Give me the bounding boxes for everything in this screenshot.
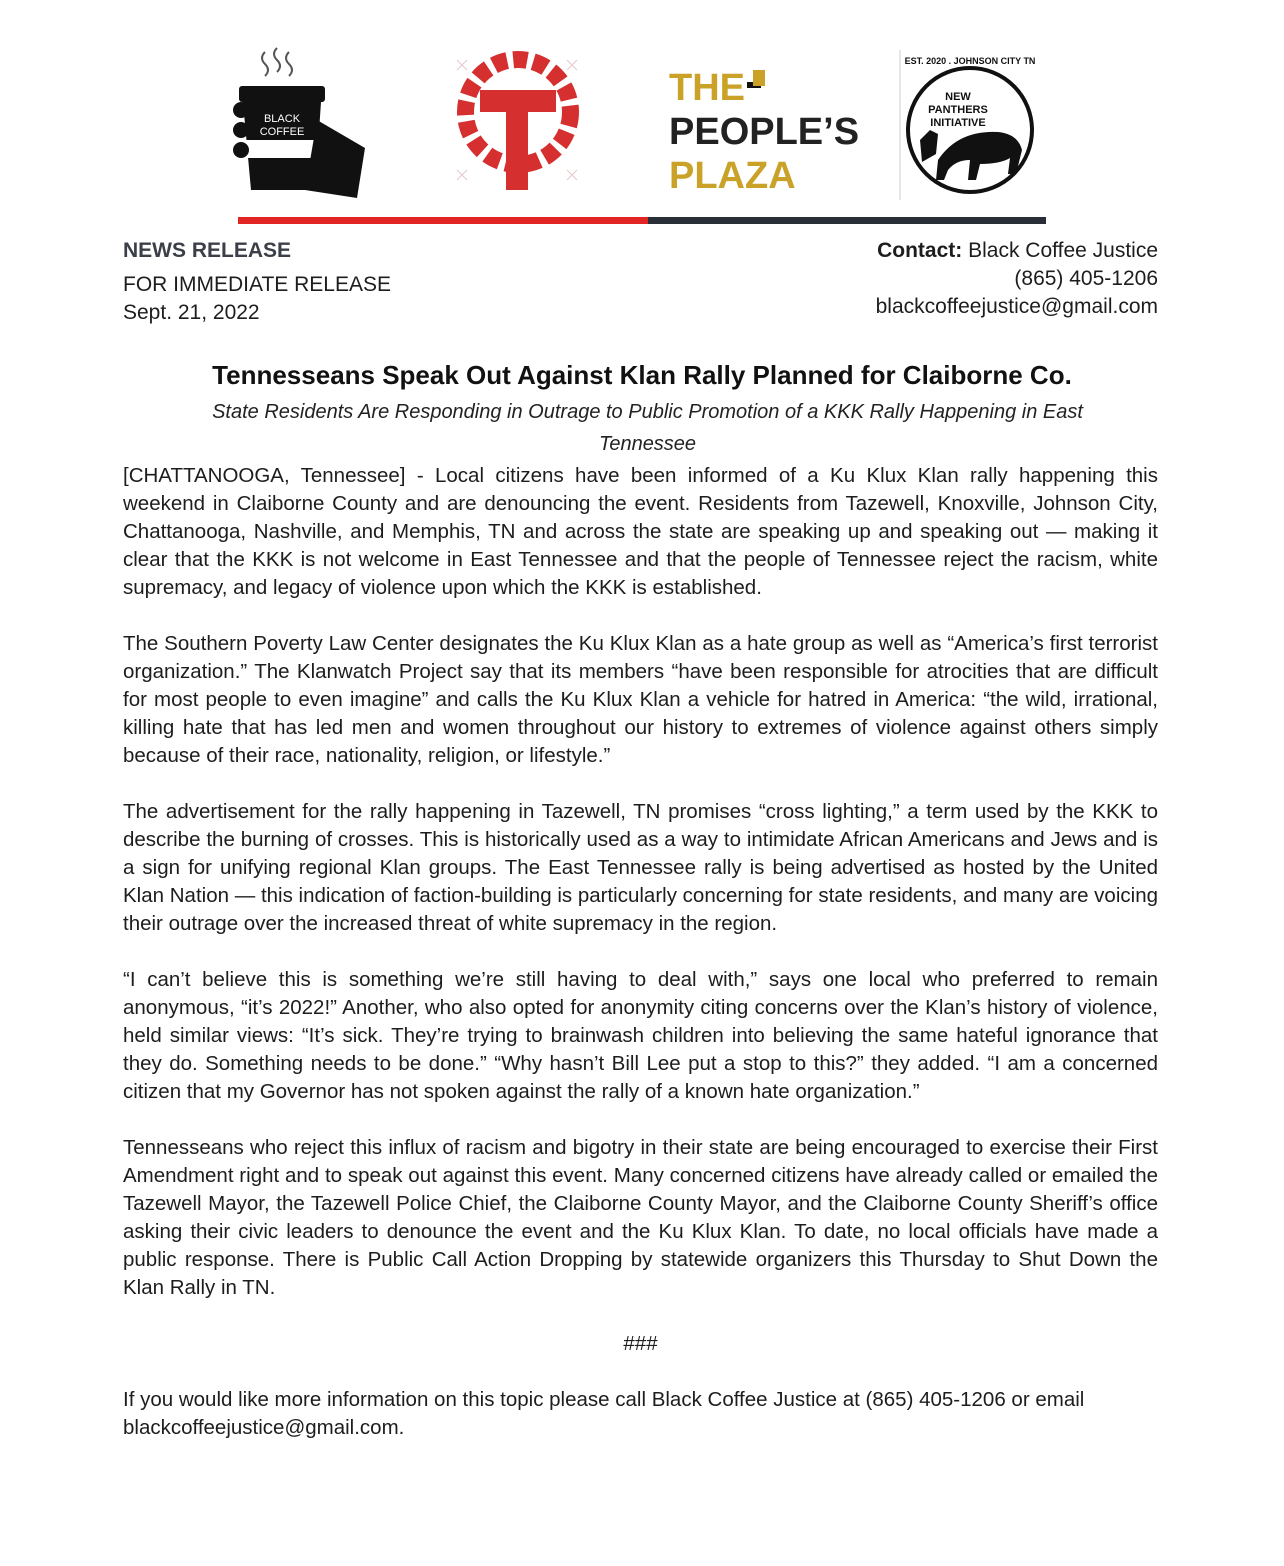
release-info [123,237,391,327]
header-divider-red [238,217,648,224]
contact-name: Black Coffee Justice [968,239,1158,262]
header-divider-dark [648,217,1046,224]
paragraph-2: The Southern Poverty Law Center designates the Ku Klux Klan as a hate group as well as “America’s first terrorist organization.” The Klanwatch Project say that its members “have been responsible for atrocities that are difficult for most people to even imagine” and calls the Ku Klux Klan a vehicle for hatred in America: “the wild, irrational, killing hate that has led men and women throughout our history to extremes of violence against others simply because of their race, nationality, religion, or lifestyle.” [123,632,1158,767]
peoples-plaza-logo [665,40,860,205]
headline: Tennesseans Speak Out Against Klan Rally Planned for Claiborne Co. [212,360,1072,390]
npi-text-2: PANTHERS [928,104,988,116]
closing-paragraph: If you would like more information on this topic please call Black Coffee Justice at (865) 405-1206 or email blackcoffeejustice@gmail.com. [123,1388,1085,1439]
paragraph-1: [CHATTANOOGA, Tennessee] - Local citizens have been informed of a Ku Klux Klan rally happening this weekend in Claiborne County and are denouncing the event. Residents from Tazewell, Knoxville, Johnson City, Chattanooga, Nashville, and Memphis, TN and across the state are speaking up and speaking out — making it clear that the KKK is not welcome in East Tennessee and that the people of Tennessee reject the racism, white supremacy, and legacy of violence upon which the KKK is established. [123,464,1158,599]
peoples-plaza-line-1: THE [669,67,745,109]
article-body [123,462,1158,1470]
peoples-plaza-line-3: PLAZA [669,155,796,197]
contact-label: Contact: [877,239,963,262]
peoples-plaza-line-2: PEOPLE’S [669,111,860,153]
npi-text-1: NEW [945,91,971,103]
npi-text-3: INITIATIVE [930,117,986,129]
news-release-label: NEWS RELEASE [123,239,292,262]
new-panthers-initiative-logo [898,40,1043,205]
logo-row [0,40,1284,210]
paragraph-4: “I can’t believe this is something we’re still having to deal with,” says one local who preferred to remain anonymous, “it’s 2022!” Another, who also opted for anonymity citing concerns over the Klan’s history of violence, held similar views: “It’s sick. They’re trying to brainwash children into believing the same hateful ignorance that they do. Something needs to be done.” “Why hasn’t Bill Lee put a stop to this?” they added. “I am a concerned citizen that my Governor has not spoken against the rally of a known hate organization.” [123,968,1158,1103]
npi-arc-text: EST. 2020 . JOHNSON CITY TN [904,56,1036,66]
subheadline: State Residents Are Responding in Outrage to Public Promotion of a KKK Rally Happening in East Tennessee [212,401,1083,455]
hammer-gear-logo [452,40,584,205]
contact-email: blackcoffeejustice@gmail.com [875,295,1158,318]
black-coffee-logo [225,40,375,205]
paragraph-5: Tennesseans who reject this influx of racism and bigotry in their state are being encouraged to exercise their First Amendment right and to speak out against this event. Many concerned citizens have already called or emailed the Tazewell Mayor, the Tazewell Police Chief, the Claiborne County Mayor, and the Claiborne County Sheriff’s office asking their civic leaders to denounce the event and the Ku Klux Klan. To date, no local officials have made a public response. There is Public Call Action Dropping by statewide organizers this Thursday to Shut Down the Klan Rally in TN. [123,1136,1158,1299]
release-type: FOR IMMEDIATE RELEASE [123,273,391,296]
black-coffee-text-1: BLACK [263,113,301,125]
black-coffee-text-2: COFFEE [259,126,305,138]
contact-info [876,237,1158,321]
end-mark: ### [623,1332,658,1355]
paragraph-3: The advertisement for the rally happening in Tazewell, TN promises “cross lighting,” a term used by the KKK to describe the burning of crosses. This is historically used as a way to intimidate African Americans and Jews and is a sign for unifying regional Klan groups. The East Tennessee rally is being advertised as hosted by the United Klan Nation — this indication of faction-building is particularly concerning for state residents, and many are voicing their outrage over the increased threat of white supremacy in the region. [123,800,1158,935]
contact-phone: (865) 405-1206 [1014,267,1158,290]
release-date: Sept. 21, 2022 [123,301,260,324]
